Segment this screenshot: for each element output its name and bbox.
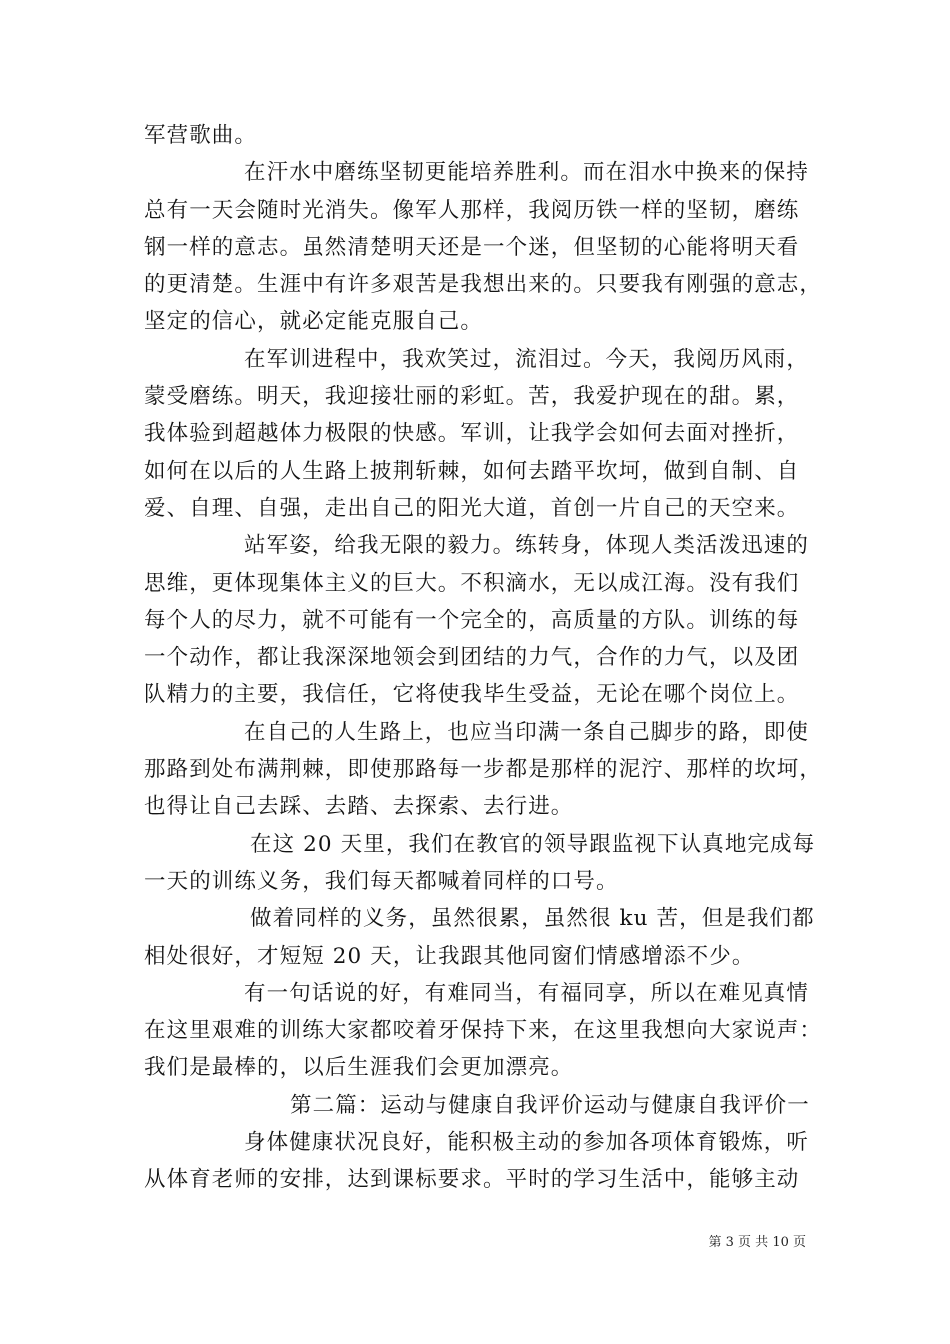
text-line: 我体验到超越体力极限的快感。军训，让我学会如何去面对挫折， [144, 421, 800, 447]
text-line: 第二篇：运动与健康自我评价运动与健康自我评价一 [290, 1092, 810, 1118]
text-line: 在这里艰难的训练大家都咬着牙保持下来，在这里我想向大家说声： [144, 1018, 823, 1044]
text-line: 一天的训练义务，我们每天都喊着同样的口号。 [144, 868, 619, 894]
text-line: 站军姿，给我无限的毅力。练转身，体现人类活泼迅速的 [244, 533, 810, 559]
text-line: 爱、自理、自强，走出自己的阳光大道，首创一片自己的天空来。 [144, 495, 800, 521]
text-line: 有一句话说的好，有难同当，有福同享，所以在难见真情 [244, 980, 810, 1006]
text-line: 在汗水中磨练坚韧更能培养胜利。而在泪水中换来的保持 [244, 160, 810, 186]
text-line: 军营歌曲。 [144, 123, 258, 148]
text-line: 一个动作，都让我深深地领会到团结的力气，合作的力气，以及团 [144, 645, 800, 671]
text-line: 蒙受磨练。明天，我迎接壮丽的彩虹。苦，我爱护现在的甜。累， [144, 384, 800, 410]
text-line: 也得让自己去踩、去踏、去探索、去行进。 [144, 794, 574, 820]
page-number-footer: 第 3 页 共 10 页 [708, 1235, 806, 1250]
text-line: 每个人的尽力，就不可能有一个完全的，高质量的方队。训练的每 [144, 607, 800, 633]
text-line: 在军训进程中，我欢笑过，流泪过。今天，我阅历风雨， [244, 346, 810, 372]
text-line: 思维，更体现集体主义的巨大。不积滴水，无以成江海。没有我们 [144, 570, 800, 596]
text-line: 坚定的信心，就必定能克服自己。 [144, 309, 484, 335]
text-line: 如何在以后的人生路上披荆斩棘，如何去踏平坎坷，做到自制、自 [144, 458, 800, 484]
text-line: 队精力的主要，我信任，它将使我毕生受益，无论在哪个岗位上。 [144, 682, 800, 708]
document-body [144, 117, 823, 1199]
text-line: 从体育老师的安排，达到课标要求。平时的学习生活中，能够主动 [144, 1167, 800, 1193]
text-line: 的更清楚。生涯中有许多艰苦是我想出来的。只要我有刚强的意志， [144, 272, 823, 298]
text-line: 做着同样的义务，虽然很累，虽然很 ku 苦，但是我们都 [250, 906, 815, 932]
text-line: 在这 20 天里，我们在教官的领导跟监视下认真地完成每 [250, 831, 816, 857]
text-line: 总有一天会随时光消失。像军人那样，我阅历铁一样的坚韧，磨练 [144, 197, 800, 223]
text-line: 我们是最棒的，以后生涯我们会更加漂亮。 [144, 1055, 574, 1081]
text-line: 在自己的人生路上，也应当印满一条自己脚步的路，即使 [244, 719, 810, 745]
text-line: 钢一样的意志。虽然清楚明天还是一个迷，但坚韧的心能将明天看 [144, 234, 800, 260]
text-line: 那路到处布满荆棘，即使那路每一步都是那样的泥泞、那样的坎坷， [144, 757, 823, 783]
text-line: 身体健康状况良好，能积极主动的参加各项体育锻炼，听 [244, 1130, 810, 1156]
text-line: 相处很好，才短短 20 天，让我跟其他同窗们情感增添不少。 [144, 943, 755, 969]
